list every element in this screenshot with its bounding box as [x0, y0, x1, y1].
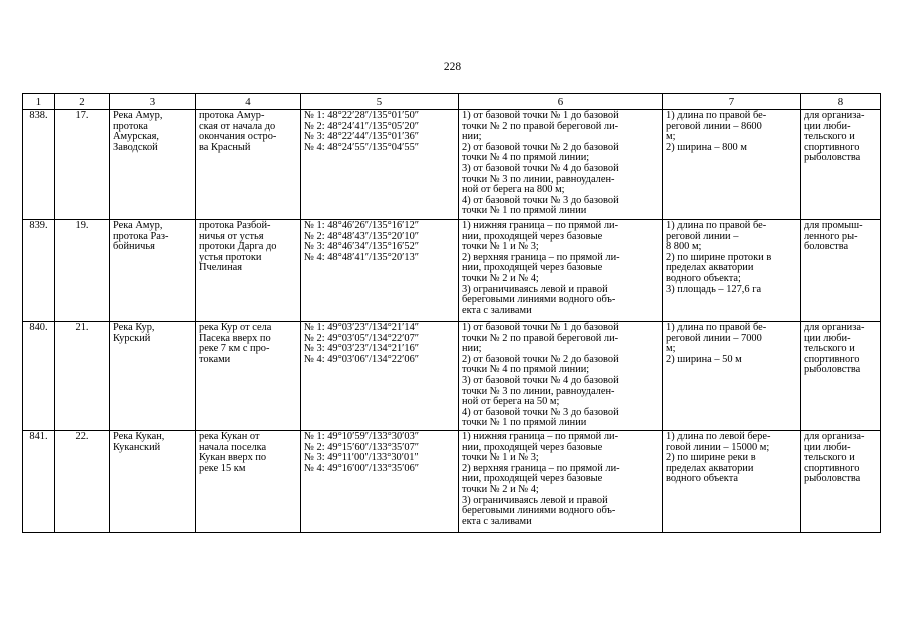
boundary-description-cell	[459, 322, 663, 431]
cell-line: рыболовства	[804, 473, 861, 485]
cell-line: 2) ширина – 50 м	[666, 353, 742, 365]
column-header: 8	[801, 94, 881, 110]
table-header-row	[23, 94, 881, 110]
cell-line: протока Разбой-	[199, 220, 271, 231]
cell-line: точки № 4 по прямой линии;	[462, 152, 590, 164]
cell-line: боловства	[804, 241, 849, 253]
cell-line: спортивного	[804, 141, 860, 153]
water-body-name-cell	[110, 220, 196, 322]
cell-line: № 1: 49°03′23″/134°21′14″	[304, 322, 420, 333]
purpose-cell	[801, 431, 881, 533]
cell-line: точки № 1 и № 3;	[462, 241, 539, 253]
cell-line: точки № 4 по прямой линии;	[462, 364, 590, 376]
cell-line: водного объекта;	[666, 272, 741, 284]
cell-line: нии, проходящей через базовые	[462, 441, 603, 453]
cell-line: точки № 2 и № 4;	[462, 483, 539, 495]
cell-line: 2) от базовой точки № 2 до базовой	[462, 141, 619, 153]
cell-line: нии, проходящей через базовые	[462, 473, 603, 485]
cell-line: пределах акватории	[666, 462, 754, 474]
purpose-cell	[801, 220, 881, 322]
cell-line: 1) нижняя граница – по прямой ли-	[462, 431, 619, 442]
cell-line: Река Амур,	[113, 220, 163, 231]
cell-line: № 3: 48°22′44″/135°01′36″	[304, 131, 420, 143]
coordinates-cell	[301, 110, 459, 220]
cell-line: рыболовства	[804, 152, 861, 164]
sub-number-cell: 19.	[55, 220, 110, 322]
row-number-cell: 840.	[23, 322, 55, 431]
cell-line: м;	[666, 131, 676, 143]
cell-line: 2) верхняя граница – по прямой ли-	[462, 462, 620, 474]
cell-line: говой линии – 15000 м;	[666, 441, 770, 453]
cell-line: тельского и	[804, 452, 855, 464]
coordinates-cell	[301, 431, 459, 533]
cell-line: Заводской	[113, 141, 158, 153]
cell-line: 3) ограничиваясь левой и правой	[462, 283, 608, 295]
cell-line: 2) по ширине реки в	[666, 452, 756, 464]
cell-line: Кукан вверх по	[199, 452, 267, 464]
cell-line: 2) ширина – 800 м	[666, 141, 747, 153]
cell-line: для организа-	[804, 110, 865, 121]
cell-line: Курский	[113, 332, 151, 344]
cell-line: Река Кур,	[113, 322, 155, 333]
cell-line: водного объекта	[666, 473, 738, 485]
cell-line: протока Раз-	[113, 230, 169, 242]
cell-line: спортивного	[804, 353, 860, 365]
boundary-description-cell	[459, 431, 663, 533]
column-header: 1	[23, 94, 55, 110]
column-header: 2	[55, 94, 110, 110]
area-description-cell	[196, 110, 301, 220]
cell-line: нии, проходящей через базовые	[462, 262, 603, 274]
cell-line: реговой линии – 8600	[666, 120, 762, 132]
cell-line: екта с заливами	[462, 304, 532, 316]
cell-line: ская от начала до	[199, 120, 276, 132]
cell-line: протока Амур-	[199, 110, 265, 121]
table-row	[23, 431, 881, 533]
cell-line: Пчелиная	[199, 262, 243, 274]
sub-number-cell: 22.	[55, 431, 110, 533]
water-body-name-cell	[110, 322, 196, 431]
cell-line: ной от берега на 800 м;	[462, 184, 565, 196]
coordinates-cell	[301, 322, 459, 431]
cell-line: тельского и	[804, 131, 855, 143]
cell-line: 1) от базовой точки № 1 до базовой	[462, 110, 619, 121]
cell-line: № 3: 48°46′34″/135°16′52″	[304, 241, 420, 253]
cell-line: № 1: 48°22′28″/135°01′50″	[304, 110, 420, 121]
cell-line: ции люби-	[804, 332, 851, 344]
cell-line: реке 15 км	[199, 462, 246, 474]
cell-line: 8 800 м;	[666, 241, 702, 253]
cell-line: точки № 2 по правой береговой ли-	[462, 120, 619, 132]
cell-line: екта с заливами	[462, 515, 532, 527]
cell-line: 3) от базовой точки № 4 до базовой	[462, 374, 619, 386]
cell-line: № 1: 49°10′59″/133°30′03″	[304, 431, 420, 442]
cell-line: береговыми линиями водного объ-	[462, 294, 616, 306]
cell-line: спортивного	[804, 462, 860, 474]
cell-line: 1) длина по правой бе-	[666, 322, 767, 333]
cell-line: ции люби-	[804, 441, 851, 453]
cell-line: № 2: 48°48′43″/135°20′10″	[304, 230, 420, 242]
cell-line: для организа-	[804, 431, 865, 442]
cell-line: 1) нижняя граница – по прямой ли-	[462, 220, 619, 231]
cell-line: реговой линии – 7000	[666, 332, 762, 344]
cell-line: 2) от базовой точки № 2 до базовой	[462, 353, 619, 365]
cell-line: ции люби-	[804, 120, 851, 132]
cell-line: 1) от базовой точки № 1 до базовой	[462, 322, 619, 333]
coordinates-cell	[301, 220, 459, 322]
cell-line: № 4: 49°16′00″/133°35′06″	[304, 462, 420, 474]
cell-line: для организа-	[804, 322, 865, 333]
cell-line: начала поселка	[199, 441, 267, 453]
cell-line: береговыми линиями водного объ-	[462, 505, 616, 517]
column-header: 5	[301, 94, 459, 110]
water-body-name-cell	[110, 431, 196, 533]
boundary-description-cell	[459, 110, 663, 220]
cell-line: № 2: 49°03′05″/134°22′07″	[304, 332, 420, 344]
column-header: 7	[663, 94, 801, 110]
cell-line: точки № 1 и № 3;	[462, 452, 539, 464]
row-number-cell: 838.	[23, 110, 55, 220]
cell-line: нии;	[462, 343, 482, 355]
cell-line: тельского и	[804, 343, 855, 355]
dimensions-cell	[663, 322, 801, 431]
cell-line: Река Кукан,	[113, 431, 165, 442]
dimensions-cell	[663, 220, 801, 322]
cell-line: № 2: 48°24′41″/135°05′20″	[304, 120, 420, 132]
table-row	[23, 322, 881, 431]
cell-line: Амурская,	[113, 131, 159, 143]
page-number: 228	[443, 61, 462, 73]
cell-line: № 4: 49°03′06″/134°22′06″	[304, 353, 420, 365]
water-body-name-cell	[110, 110, 196, 220]
fishing-areas-table	[22, 93, 881, 533]
cell-line: точки № 2 по правой береговой ли-	[462, 332, 619, 344]
cell-line: ленного ры-	[804, 230, 858, 242]
cell-line: точки № 1 по прямой линии	[462, 417, 587, 429]
cell-line: м;	[666, 343, 676, 355]
cell-line: 2) верхняя граница – по прямой ли-	[462, 251, 620, 263]
cell-line: Куканский	[113, 441, 161, 453]
dimensions-cell	[663, 110, 801, 220]
cell-line: для промыш-	[804, 220, 863, 231]
row-number-cell: 839.	[23, 220, 55, 322]
column-header: 4	[196, 94, 301, 110]
table-row	[23, 220, 881, 322]
cell-line: протоки Дарга до	[199, 241, 277, 253]
column-header: 3	[110, 94, 196, 110]
cell-line: бойничья	[113, 241, 155, 253]
cell-line: 3) площадь – 127,6 га	[666, 283, 762, 295]
cell-line: № 3: 49°11′00″/133°30′01″	[304, 452, 419, 464]
cell-line: ничья от устья	[199, 230, 264, 242]
cell-line: 1) длина по левой бере-	[666, 431, 771, 442]
cell-line: 1) длина по правой бе-	[666, 220, 767, 231]
cell-line: нии;	[462, 131, 482, 143]
cell-line: окончания остро-	[199, 131, 277, 143]
cell-line: Пасека вверх по	[199, 332, 271, 344]
cell-line: нии, проходящей через базовые	[462, 230, 603, 242]
cell-line: № 3: 49°03′23″/134°21′16″	[304, 343, 420, 355]
purpose-cell	[801, 322, 881, 431]
cell-line: № 4: 48°48′41″/135°20′13″	[304, 251, 420, 263]
cell-line: 3) от базовой точки № 4 до базовой	[462, 162, 619, 174]
cell-line: река Кур от села	[199, 322, 272, 333]
cell-line: устья протоки	[199, 251, 262, 263]
cell-line: № 2: 49°15′60″/133°35′07″	[304, 441, 420, 453]
cell-line: река Кукан от	[199, 431, 260, 442]
cell-line: точки № 2 и № 4;	[462, 272, 539, 284]
cell-line: 4) от базовой точки № 3 до базовой	[462, 194, 619, 206]
cell-line: 4) от базовой точки № 3 до базовой	[462, 406, 619, 418]
cell-line: 2) по ширине протоки в	[666, 251, 772, 263]
cell-line: 1) длина по правой бе-	[666, 110, 767, 121]
cell-line: реке 7 км с про-	[199, 343, 270, 355]
cell-line: ва Красный	[199, 141, 251, 153]
cell-line: ной от берега на 50 м;	[462, 396, 560, 408]
area-description-cell	[196, 220, 301, 322]
cell-line: токами	[199, 353, 231, 365]
cell-line: № 1: 48°46′26″/135°16′12″	[304, 220, 420, 231]
cell-line: Река Амур,	[113, 110, 163, 121]
cell-line: протока	[113, 120, 148, 132]
purpose-cell	[801, 110, 881, 220]
cell-line: точки № 3 по линии, равноудален-	[462, 385, 615, 397]
cell-line: 3) ограничиваясь левой и правой	[462, 494, 608, 506]
cell-line: № 4: 48°24′55″/135°04′55″	[304, 141, 420, 153]
area-description-cell	[196, 431, 301, 533]
sub-number-cell: 21.	[55, 322, 110, 431]
dimensions-cell	[663, 431, 801, 533]
area-description-cell	[196, 322, 301, 431]
sub-number-cell: 17.	[55, 110, 110, 220]
cell-line: точки № 1 по прямой линии	[462, 205, 587, 217]
boundary-description-cell	[459, 220, 663, 322]
table-row	[23, 110, 881, 220]
row-number-cell: 841.	[23, 431, 55, 533]
cell-line: пределах акватории	[666, 262, 754, 274]
cell-line: реговой линии –	[666, 230, 739, 242]
cell-line: точки № 3 по линии, равноудален-	[462, 173, 615, 185]
column-header: 6	[459, 94, 663, 110]
cell-line: рыболовства	[804, 364, 861, 376]
